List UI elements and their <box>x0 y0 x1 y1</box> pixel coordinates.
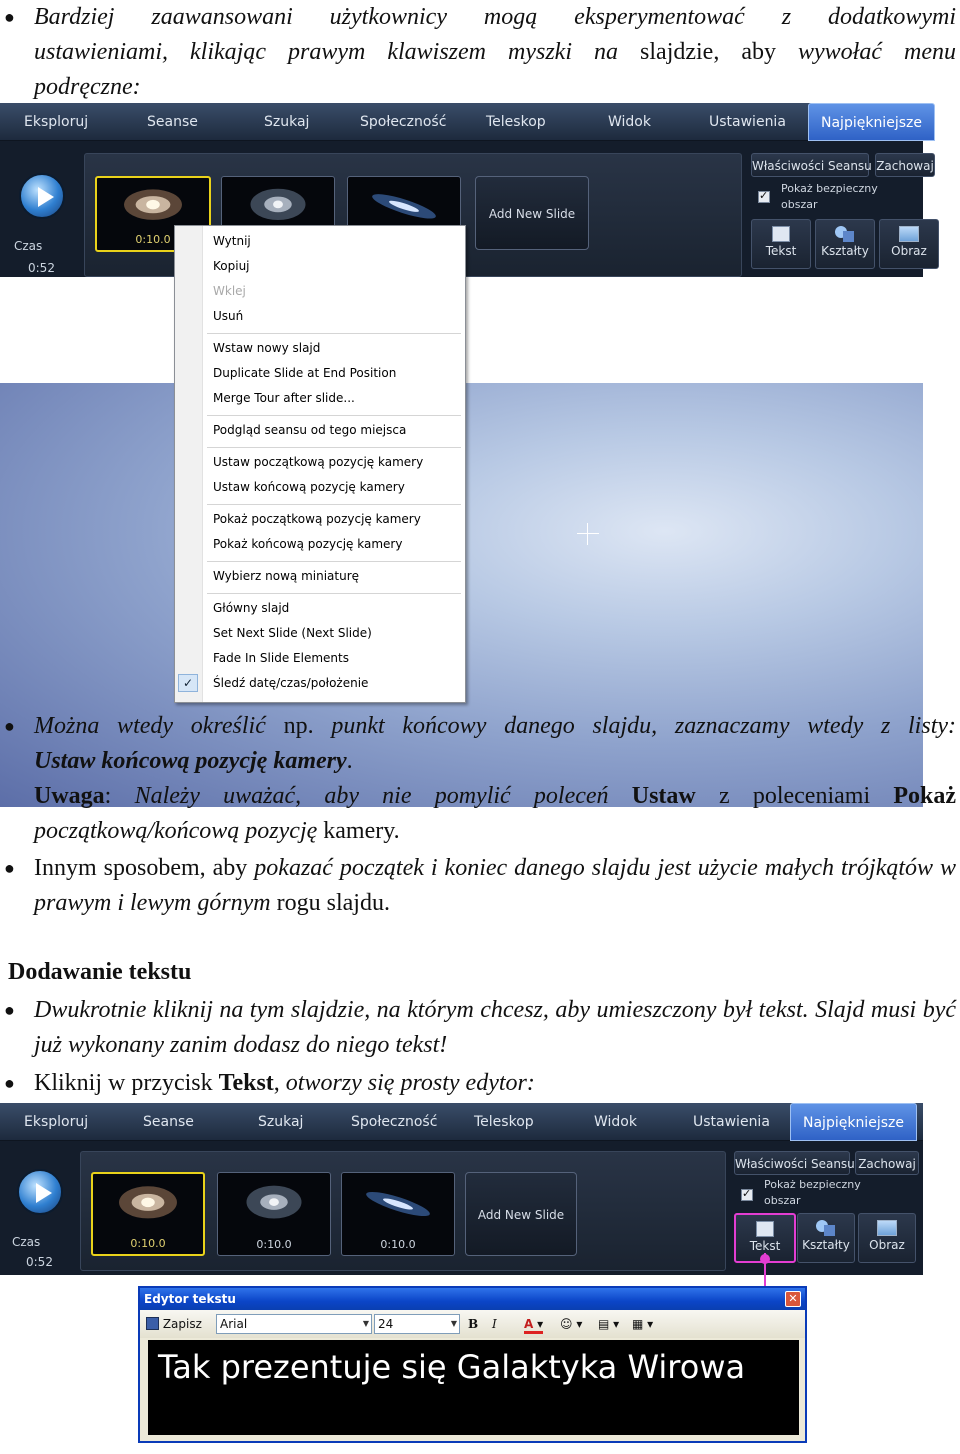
text-button[interactable]: Tekst <box>734 1213 796 1263</box>
shapes-icon <box>835 226 855 242</box>
tab-spolecznosc[interactable]: Społeczność <box>351 1114 438 1130</box>
tab-spolecznosc[interactable]: Społeczność <box>360 114 447 130</box>
add-new-slide-button[interactable]: Add New Slide <box>475 176 589 250</box>
tab-najpiekniejsze[interactable]: Najpiękniejsze <box>790 1103 917 1141</box>
save-tour-button[interactable]: Zachowaj <box>855 1151 919 1175</box>
tab-eksploruj[interactable]: Eksploruj <box>24 1114 89 1130</box>
shapes-button[interactable]: Kształty <box>797 1213 855 1263</box>
tab-seanse[interactable]: Seanse <box>147 114 198 130</box>
bullet-icon: ● <box>4 7 15 27</box>
slide-thumbnail-3[interactable] <box>341 1172 455 1256</box>
menu-item-show-end-camera[interactable]: Pokaż końcową pozycję kamery <box>213 537 403 551</box>
intro-paragraph: ● Bardziej zaawansowani użytkownicy mogą eksperymentować z dodatkowymi ustawieniami, klikając prawym klawiszem myszki na slajdzie, aby wywołać menu podręczne: <box>0 0 960 105</box>
save-tour-button[interactable]: Zachowaj <box>875 153 935 177</box>
slide-thumbnail-2[interactable] <box>217 1172 331 1256</box>
text-button-paragraph: ● Kliknij w przycisk Tekst, otworzy się prosty edytor: <box>0 1066 960 1101</box>
editor-sample-text[interactable]: Tak prezentuje się Galaktyka Wirowa <box>158 1348 746 1386</box>
menu-item-paste: Wklej <box>213 284 246 298</box>
triangles-paragraph: ● Innym sposobem, aby pokazać początek i koniec danego slajdu jest użycie małych trójkątów w prawym i lewym górnym rogu slajdu. <box>0 851 960 921</box>
tour-properties-button[interactable]: Właściwości Seansu <box>751 153 869 177</box>
italic-button[interactable]: I <box>492 1317 497 1331</box>
tab-widok[interactable]: Widok <box>608 114 651 130</box>
slide-time: 0:10.0 <box>256 1238 292 1251</box>
tab-ustawienia[interactable]: Ustawienia <box>709 114 786 130</box>
shapes-icon <box>816 1220 836 1236</box>
end-position-paragraph: ● Można wtedy określić np. punkt końcowy danego slajdu, zaznaczamy wtedy z listy: Ustaw końcową pozycję kamery. Uwaga: Należy uważać, aby nie pomylić poleceń Ustaw z poleceniami Pokaż początkową/końcową pozycję kamery. <box>0 709 960 849</box>
menu-item-merge-tour[interactable]: Merge Tour after slide... <box>213 391 355 405</box>
double-click-paragraph: ● Dwukrotnie kliknij na tym slajdzie, na którym chcesz, aby umieszczony był tekst. Slajd musi być już wykonany zanim dodasz do niego tekst! <box>0 993 960 1063</box>
font-family-select[interactable]: Arial ▼ <box>216 1314 372 1334</box>
chevron-down-icon: ▼ <box>450 1319 457 1328</box>
font-size-select[interactable]: 24 ▼ <box>374 1314 460 1334</box>
menu-item-preview-tour[interactable]: Podgląd seansu od tego miejsca <box>213 423 407 437</box>
editor-toolbar <box>140 1310 805 1338</box>
image-button[interactable]: Obraz <box>858 1213 916 1263</box>
close-icon[interactable]: ✕ <box>785 1291 801 1307</box>
slide-time: 0:10.0 <box>135 233 171 246</box>
alignment-icon[interactable]: ▤ ▾ <box>598 1317 620 1331</box>
galaxy-image <box>342 1173 454 1237</box>
time-label: Czas <box>12 1235 41 1249</box>
time-value: 0:52 <box>26 1255 53 1269</box>
menu-item-insert-new-slide[interactable]: Wstaw nowy slajd <box>213 341 321 355</box>
menu-separator <box>207 504 461 505</box>
time-label: Czas <box>14 239 43 253</box>
editor-title: Edytor tekstu <box>140 1288 805 1310</box>
tab-widok[interactable]: Widok <box>594 1114 637 1130</box>
worldwide-telescope-screenshot-text-button <box>0 1103 923 1275</box>
safe-area-checkbox[interactable] <box>741 1189 753 1201</box>
tab-szukaj[interactable]: Szukaj <box>258 1114 304 1130</box>
play-icon[interactable] <box>17 1169 63 1215</box>
menu-separator <box>207 415 461 416</box>
text-editor-window <box>138 1286 807 1443</box>
text-icon <box>772 226 790 242</box>
text-icon <box>756 1221 774 1237</box>
save-button[interactable]: Zapisz <box>146 1314 202 1334</box>
slide-thumbnail-1[interactable] <box>91 1172 205 1256</box>
emoticon-icon[interactable]: ☺ ▾ <box>560 1317 583 1331</box>
crosshair-icon <box>577 523 599 545</box>
main-tab-bar <box>0 103 923 141</box>
menu-item-copy[interactable]: Kopiuj <box>213 259 250 273</box>
menu-separator <box>207 447 461 448</box>
image-button[interactable]: Obraz <box>879 219 939 269</box>
editor-canvas[interactable] <box>148 1340 799 1435</box>
tab-seanse[interactable]: Seanse <box>143 1114 194 1130</box>
insert-icon[interactable]: ▦ ▾ <box>632 1317 654 1331</box>
safe-area-label: Pokaż bezpieczny obszar <box>781 182 878 211</box>
slide-strip <box>80 1151 726 1271</box>
menu-item-track-datetime[interactable]: Śledź datę/czas/położenie <box>213 676 369 690</box>
menu-item-fade-in[interactable]: Fade In Slide Elements <box>213 651 349 665</box>
tab-teleskop[interactable]: Teleskop <box>474 1114 534 1130</box>
slide-time: 0:10.0 <box>380 1238 416 1251</box>
callout-dot <box>760 1254 770 1264</box>
bold-button[interactable]: B <box>468 1317 479 1331</box>
bullet-icon: ● <box>4 1000 15 1020</box>
slide-time: 0:10.0 <box>130 1237 166 1250</box>
galaxy-image <box>93 1174 203 1236</box>
tour-properties-button[interactable]: Właściwości Seansu <box>734 1151 850 1175</box>
section-heading: Dodawanie tekstu <box>8 959 192 985</box>
menu-item-delete[interactable]: Usuń <box>213 309 244 323</box>
galaxy-image <box>218 1173 330 1237</box>
tab-ustawienia[interactable]: Ustawienia <box>693 1114 770 1130</box>
menu-item-new-thumbnail[interactable]: Wybierz nową miniaturę <box>213 569 360 583</box>
time-value: 0:52 <box>28 261 55 275</box>
add-new-slide-button[interactable]: Add New Slide <box>465 1172 577 1256</box>
bullet-icon: ● <box>4 858 15 878</box>
chevron-down-icon: ▼ <box>362 1319 369 1328</box>
floppy-icon <box>146 1317 159 1330</box>
menu-item-duplicate-slide[interactable]: Duplicate Slide at End Position <box>213 366 397 380</box>
shapes-button[interactable]: Kształty <box>815 219 875 269</box>
bullet-icon: ● <box>4 716 15 736</box>
tab-eksploruj[interactable]: Eksploruj <box>24 114 89 130</box>
menu-separator <box>207 333 461 334</box>
menu-item-cut[interactable]: Wytnij <box>213 234 251 248</box>
image-icon <box>877 1220 897 1236</box>
text-button[interactable]: Tekst <box>751 219 811 269</box>
main-tab-bar <box>0 1103 923 1141</box>
tab-najpiekniejsze[interactable]: Najpiękniejsze <box>808 103 935 141</box>
bullet-icon: ● <box>4 1073 15 1093</box>
slide-context-menu <box>174 225 466 703</box>
check-icon: ✓ <box>178 674 198 692</box>
safe-area-label: Pokaż bezpieczny obszar <box>764 1178 861 1207</box>
safe-area-checkbox[interactable] <box>758 191 770 203</box>
menu-item-set-end-camera[interactable]: Ustaw końcową pozycję kamery <box>213 480 405 494</box>
worldwide-telescope-screenshot-context-menu <box>0 103 934 704</box>
menu-separator <box>207 593 461 594</box>
tab-szukaj[interactable]: Szukaj <box>264 114 310 130</box>
menu-item-show-start-camera[interactable]: Pokaż początkową pozycję kamery <box>213 512 421 526</box>
play-icon[interactable] <box>19 173 65 219</box>
image-icon <box>899 226 919 242</box>
menu-item-set-start-camera[interactable]: Ustaw początkową pozycję kamery <box>213 455 424 469</box>
font-color-button[interactable]: A ▾ <box>524 1314 543 1334</box>
menu-item-set-next-slide[interactable]: Set Next Slide (Next Slide) <box>213 626 372 640</box>
menu-separator <box>207 561 461 562</box>
menu-item-master-slide[interactable]: Główny slajd <box>213 601 290 615</box>
tab-teleskop[interactable]: Teleskop <box>486 114 546 130</box>
tour-ribbon <box>0 1141 923 1275</box>
